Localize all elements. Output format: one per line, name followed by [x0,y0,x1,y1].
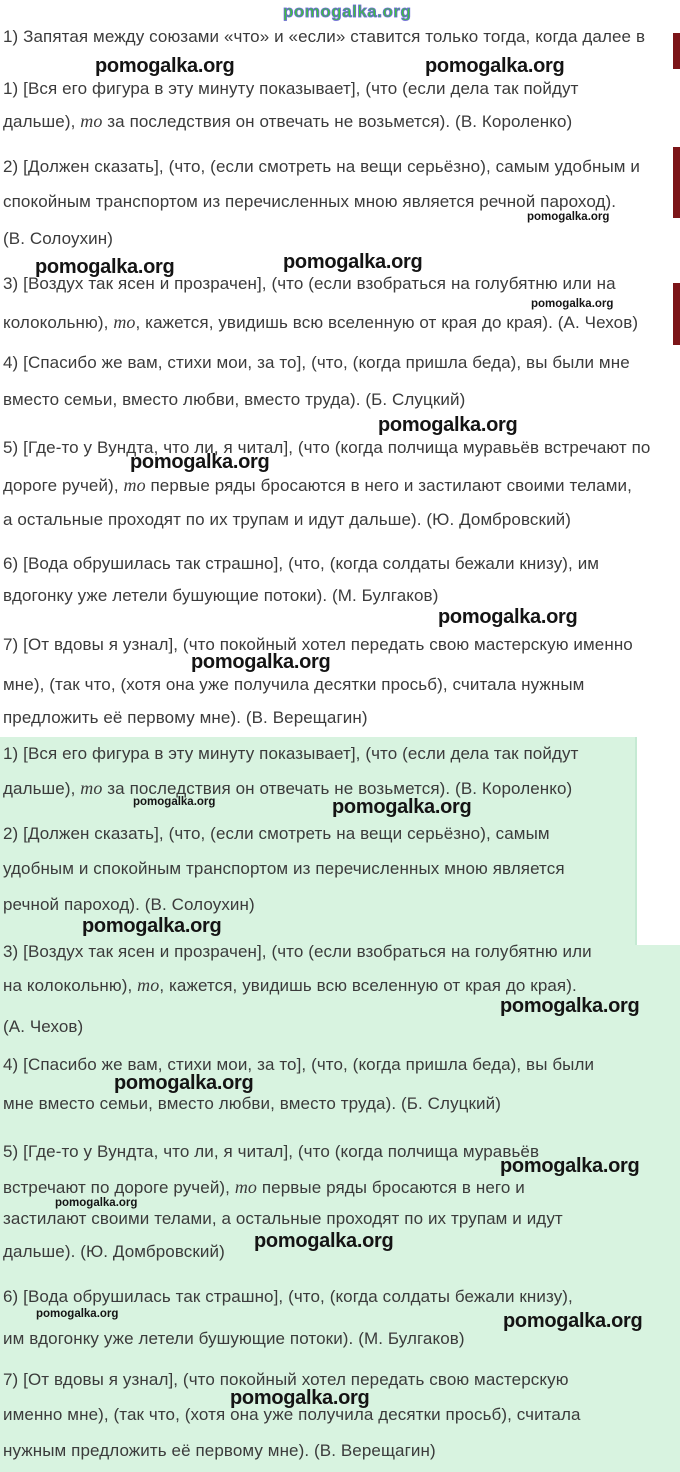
watermark: pomogalka.org [500,1155,640,1177]
text-segment: первые ряды бросаются в него и [257,1178,525,1197]
italic-to: то [123,475,146,495]
answer-text-line [3,974,577,997]
text-segment: встречают по дороге ручей), [3,1178,235,1197]
answer-text-line: застилают своими телами, а остальные проходят по их трупам и идут [3,1209,563,1228]
watermark: pomogalka.org [55,1197,138,1209]
answer-text-line: дальше). (Ю. Домбровский) [3,1242,225,1261]
watermark: pomogalka.org [35,256,175,278]
watermark: pomogalka.org [438,606,578,628]
watermark: pomogalka.org [130,451,270,473]
answer-text-line: нужным предложить её первому мне). (В. Верещагин) [3,1441,436,1460]
answer-text-line: 2) [Должен сказать], (что, (если смотреть на вещи серьёзно), самым [3,824,550,843]
italic-to: то [80,778,103,798]
text-segment: дальше), [3,112,81,131]
watermark: pomogalka.org [230,1387,370,1409]
watermark: pomogalka.org [332,796,472,818]
text-line: 1) [Вся его фигура в эту минуту показывает], (что (если дела так пойдут [3,79,579,98]
text-line: вдогонку уже летели бушующие потоки). (М. Булгаков) [3,586,439,605]
watermark: pomogalka.org [283,251,423,273]
text-line [3,311,638,334]
italic-to: то [80,111,103,131]
watermark: pomogalka.org [95,55,235,77]
watermark: pomogalka.org [503,1310,643,1332]
answer-text-line: 3) [Воздух так ясен и прозрачен], (что (если взобраться на голубятню или [3,942,592,961]
text-segment: , кажется, увидишь всю вселенную от края до края). [159,976,577,995]
italic-to: то [137,975,160,995]
answer-text-line [3,777,572,800]
red-edge-marker [673,33,680,69]
answer-panel-top-right-notch [635,737,680,945]
italic-to: то [234,1177,258,1197]
answer-text-line: удобным и спокойным транспортом из перечисленных мною является [3,859,565,878]
answer-text-line: мне вместо семьи, вместо любви, вместо труда). (Б. Слуцкий) [3,1094,501,1113]
text-segment: дальше), [3,779,81,798]
italic-to: то [113,312,136,332]
text-line [3,110,572,133]
answer-text-line: 4) [Спасибо же вам, стихи мои, за то], (что, (когда пришла беда), вы были [3,1055,595,1074]
answer-text-line: речной пароход). (В. Солоухин) [3,895,255,914]
text-line: 3) [Воздух так ясен и прозрачен], (что (если взобраться на голубятню или на [3,274,616,293]
text-line: мне), (так что, (хотя она уже получила десятки просьб), считала нужным [3,675,585,694]
text-segment: дороге ручей), [3,476,124,495]
text-line: 7) [От вдовы я узнал], (что покойный хотел передать свою мастерскую именно [3,635,633,654]
answer-text-line: 6) [Вода обрушилась так страшно], (что, (когда солдаты бежали книзу), [3,1287,573,1306]
watermark: pomogalka.org [378,414,518,436]
text-line: 6) [Вода обрушилась так страшно], (что, (когда солдаты бежали книзу), им [3,554,600,573]
watermark: pomogalka.org [527,211,610,223]
text-segment: , кажется, увидишь всю вселенную от края до края). (А. Чехов) [135,313,639,332]
answer-text-line: 5) [Где-то у Вундта, что ли, я читал], (что (когда полчища муравьёв [3,1142,540,1161]
text-segment: на колокольню), [3,976,138,995]
watermark: pomogalka.org [82,915,222,937]
rule-text-line: 1) Запятая между союзами «что» и «если» ставится только тогда, когда далее в [3,27,646,46]
text-line: 4) [Спасибо же вам, стихи мои, за то], (что, (когда пришла беда), вы были мне [3,353,630,372]
text-segment: первые ряды бросаются в него и застилают своими телами, [145,476,632,495]
text-segment: за последствия он отвечать не возьмется). (В. Короленко) [102,779,573,798]
watermark-logo: pomogalka.org [283,2,412,21]
red-edge-marker [673,147,680,218]
answer-text-line: 7) [От вдовы я узнал], (что покойный хотел передать свою мастерскую [3,1370,569,1389]
text-line: предложить её первому мне). (В. Верещагин) [3,708,368,727]
text-line: 2) [Должен сказать], (что, (если смотреть на вещи серьёзно), самым удобным и [3,157,640,176]
watermark: pomogalka.org [254,1230,394,1252]
text-segment: за последствия он отвечать не возьмется). (В. Короленко) [102,112,573,131]
watermark: pomogalka.org [133,796,216,808]
watermark: pomogalka.org [36,1308,119,1320]
watermark: pomogalka.org [114,1072,254,1094]
text-line: а остальные проходят по их трупам и идут дальше). (Ю. Домбровский) [3,510,572,529]
text-line [3,474,632,497]
answer-text-line [3,1176,525,1199]
text-line: (В. Солоухин) [3,229,114,248]
text-segment: колокольню), [3,313,114,332]
text-line: 5) [Где-то у Вундта, что ли, я читал], (что (когда полчища муравьёв встречают по [3,438,651,457]
watermark: pomogalka.org [500,995,640,1017]
answer-text-line: (А. Чехов) [3,1017,84,1036]
watermark: pomogalka.org [531,298,614,310]
red-edge-marker [673,283,680,345]
watermark: pomogalka.org [425,55,565,77]
text-line: спокойным транспортом из перечисленных мною является речной пароход). [3,192,617,211]
answer-text-line: 1) [Вся его фигура в эту минуту показывает], (что (если дела так пойдут [3,744,579,763]
answer-text-line: им вдогонку уже летели бушующие потоки). (М. Булгаков) [3,1329,465,1348]
text-line: вместо семьи, вместо любви, вместо труда). (Б. Слуцкий) [3,390,466,409]
watermark: pomogalka.org [191,651,331,673]
answer-text-line: именно мне), (так что, (хотя она уже получила десятки просьб), считала [3,1405,581,1424]
